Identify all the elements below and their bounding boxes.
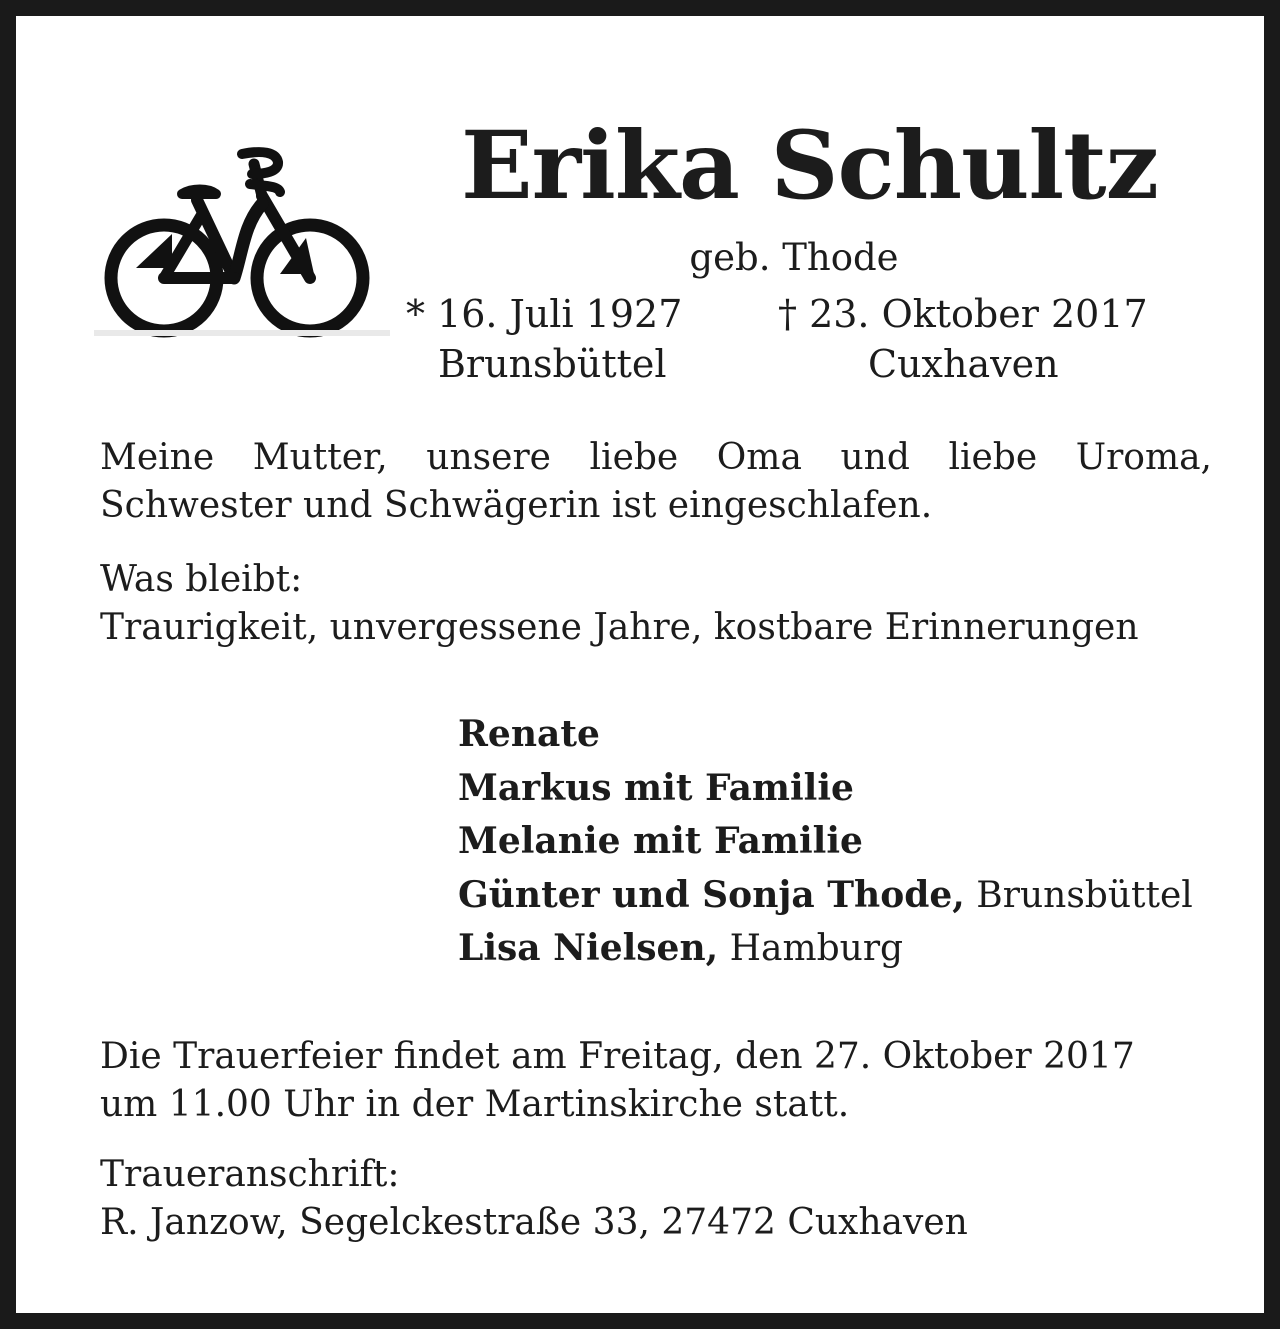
intro-line-1: Meine Mutter, unsere liebe Oma und liebe Uroma, bbox=[100, 437, 1212, 478]
remains-line-2: Traurigkeit, unvergessene Jahre, kostbare Erinnerungen bbox=[100, 607, 1139, 648]
deceased-name: Erika Schultz bbox=[461, 111, 1158, 221]
maiden-name: geb. Thode bbox=[689, 236, 899, 279]
mourner-entry bbox=[458, 815, 1193, 869]
mourner-name: Lisa Nielsen, bbox=[458, 927, 719, 969]
service-paragraph bbox=[100, 1033, 1212, 1129]
mourner-name: Renate bbox=[458, 713, 600, 755]
mourner-place: Hamburg bbox=[718, 928, 904, 969]
intro-line-2: Schwester und Schwägerin ist eingeschlafen. bbox=[100, 485, 933, 526]
mourner-entry bbox=[458, 762, 1193, 816]
remains-paragraph bbox=[100, 556, 1212, 652]
death-date: † 23. Oktober 2017 bbox=[778, 292, 1148, 336]
address-paragraph bbox=[100, 1151, 1212, 1247]
mourner-entry bbox=[458, 922, 1193, 976]
mourners-list bbox=[458, 708, 1193, 976]
remains-line-1: Was bleibt: bbox=[100, 559, 303, 600]
mourner-name: Markus mit Familie bbox=[458, 766, 854, 809]
address-value: R. Janzow, Segelckestraße 33, 27472 Cuxhaven bbox=[100, 1202, 968, 1243]
mourner-name: Melanie mit Familie bbox=[458, 820, 863, 862]
intro-paragraph bbox=[100, 434, 1212, 530]
birth-place: Brunsbüttel bbox=[438, 342, 667, 386]
birth-date: * 16. Juli 1927 bbox=[406, 292, 683, 336]
mourner-entry bbox=[458, 869, 1193, 923]
mourner-entry bbox=[458, 708, 1193, 762]
service-line-1: Die Trauerfeier findet am Freitag, den 27. Oktober 2017 bbox=[100, 1036, 1135, 1077]
mourner-name: Günter und Sonja Thode, bbox=[458, 873, 965, 916]
death-place: Cuxhaven bbox=[868, 342, 1059, 386]
mourner-place: Brunsbüttel bbox=[964, 874, 1193, 916]
address-label: Traueranschrift: bbox=[100, 1154, 400, 1195]
service-line-2: um 11.00 Uhr in der Martinskirche statt. bbox=[100, 1084, 850, 1125]
